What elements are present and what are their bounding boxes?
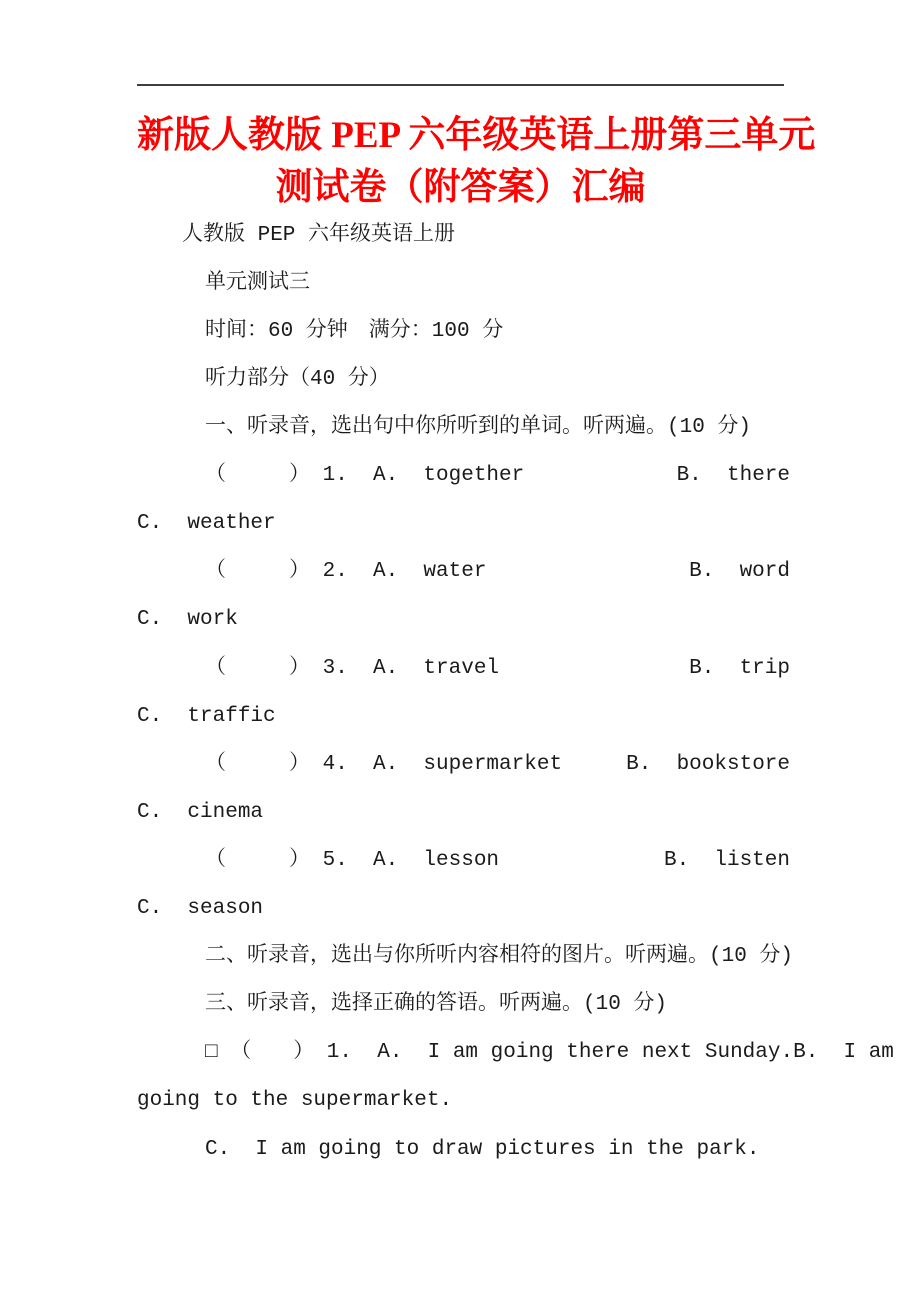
s1-q3-left: （ ） 3. A. travel (205, 657, 500, 680)
book-title-line: 人教版 PEP 六年级英语上册 (182, 224, 456, 247)
unit-test-line: 单元测试三 (205, 272, 310, 295)
doc-title (137, 110, 816, 214)
s1-q4-option-b: B. bookstore (626, 753, 790, 776)
s1-q5-option-c: C. season (137, 897, 264, 920)
s1-q4-option-c: C. cinema (137, 801, 264, 824)
listening-part-line: 听力部分（40 分） (205, 368, 390, 391)
s1-q4-left: （ ） 4. A. supermarket (205, 753, 563, 776)
s1-q2-left: （ ） 2. A. water (205, 560, 487, 583)
header-rule (137, 84, 784, 86)
doc-title-line2: 测试卷（附答案）汇编 (275, 167, 646, 208)
s1-q1-option-b: B. there (676, 464, 790, 487)
s3-q1-option-b: B. I am (793, 1041, 894, 1064)
s1-question-row-1 (205, 462, 790, 489)
s1-q2-option-b: B. word (689, 560, 790, 583)
time-score-line: 时间：60 分钟 满分：100 分 (205, 320, 504, 343)
s1-question-row-3 (205, 655, 790, 682)
s1-q1-option-c: C. weather (137, 512, 276, 535)
s3-q1-option-b-continuation: going to the supermarket. (137, 1089, 453, 1112)
s1-q3-option-b: B. trip (689, 657, 790, 680)
section3-heading: 三、听录音，选择正确的答语。听两遍。(10 分) (205, 993, 668, 1016)
s1-q5-option-b: B. listen (663, 849, 790, 872)
doc-title-line1: 新版人教版 PEP 六年级英语上册第三单元 (137, 115, 816, 156)
s1-question-row-5 (205, 847, 790, 874)
s1-question-row-2 (205, 558, 790, 585)
s3-q1-option-c: C. I am going to draw pictures in the park. (205, 1138, 760, 1161)
s1-question-row-4 (205, 751, 790, 778)
s3-question-row-1 (205, 1039, 894, 1066)
s1-q2-option-c: C. work (137, 608, 238, 631)
section1-heading: 一、听录音，选出句中你所听到的单词。听两遍。(10 分) (205, 416, 752, 439)
s1-q5-left: （ ） 5. A. lesson (205, 849, 500, 872)
section2-heading: 二、听录音，选出与你所听内容相符的图片。听两遍。(10 分) (205, 945, 794, 968)
s1-q3-option-c: C. traffic (137, 705, 276, 728)
s3-q1-left: □ （ ） 1. A. I am going there next Sunday. (205, 1041, 794, 1064)
s1-q1-left: （ ） 1. A. together (205, 464, 525, 487)
